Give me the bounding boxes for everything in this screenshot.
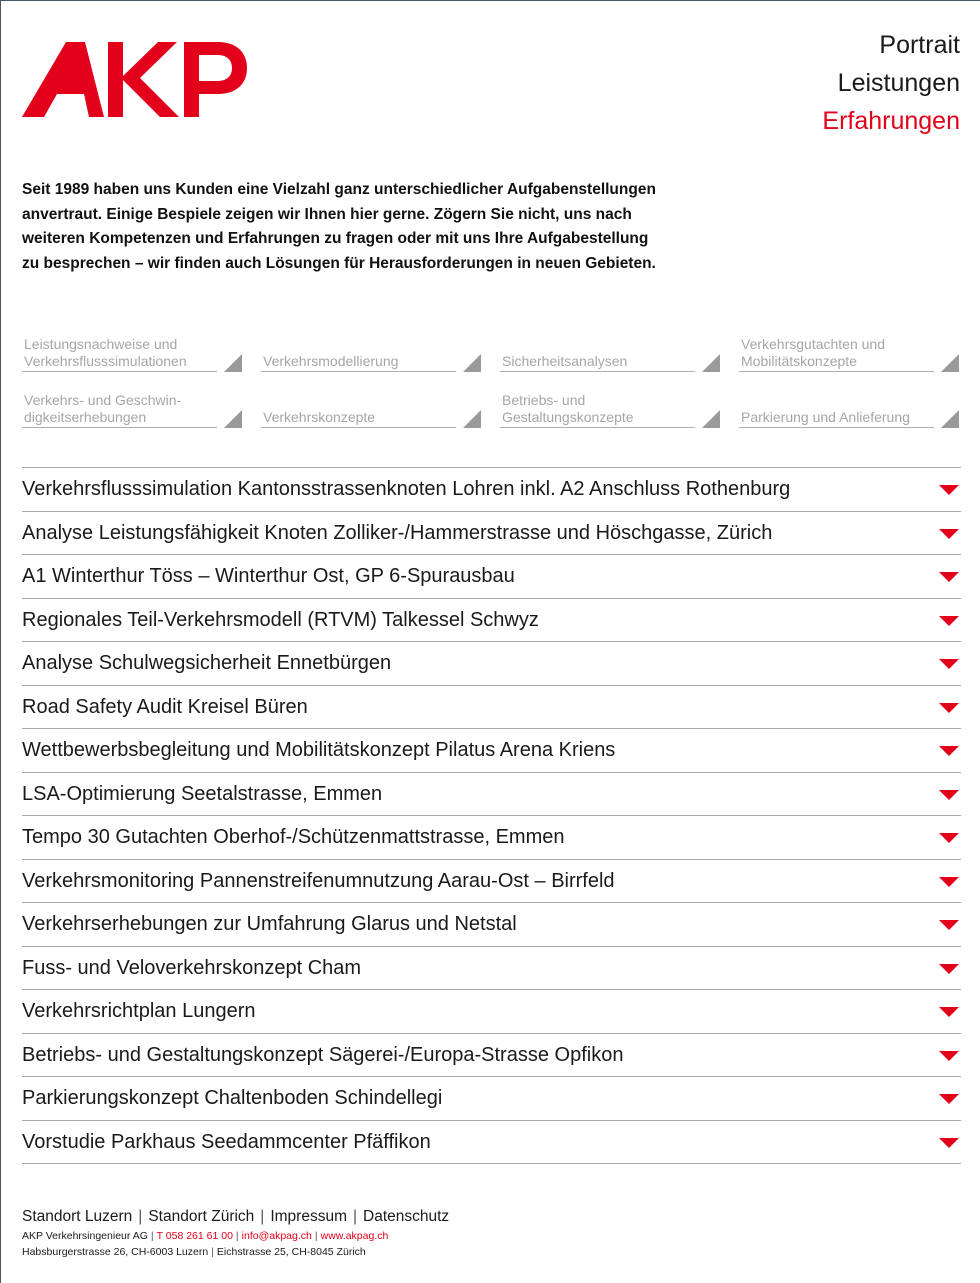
window-border-left (0, 0, 1, 1283)
footer-address (22, 1245, 449, 1261)
intro-text: Seit 1989 haben uns Kunden eine Vielzahl ganz unterschiedlicher Aufgabenstellungen anvertraut. Einige Bespiele zeigen wir Ihnen hier gerne. Zögern Sie nicht, uns nach weiteren Kompetenzen und Erfahrungen zu fragen oder mit uns Ihre Aufgabestellung zu besprechen – wir finden auch Lösungen für Herausforderungen in neuen Gebieten. (22, 181, 656, 272)
company-name: AKP Verkehrsingenieur AG (22, 1230, 148, 1242)
separator: | (138, 1208, 143, 1225)
corner-triangle-icon (702, 354, 720, 372)
project-item[interactable] (22, 903, 961, 947)
akp-logo[interactable] (22, 38, 248, 120)
nav-portrait[interactable]: Portrait (879, 31, 960, 59)
expand-triangle-icon[interactable] (939, 790, 959, 800)
project-title: Verkehrserhebungen zur Umfahrung Glarus und Netstal (22, 913, 517, 935)
filter-parkierung[interactable] (739, 388, 962, 428)
project-item[interactable] (22, 860, 961, 904)
project-item[interactable] (22, 642, 961, 686)
project-title: Road Safety Audit Kreisel Büren (22, 695, 308, 718)
project-item[interactable] (22, 1034, 961, 1078)
footer-link-impressum[interactable]: Impressum (270, 1208, 347, 1225)
expand-triangle-icon[interactable] (939, 529, 959, 539)
expand-triangle-icon[interactable] (939, 572, 959, 582)
email-link[interactable]: info@akpag.ch (241, 1230, 312, 1242)
expand-triangle-icon[interactable] (939, 1007, 959, 1017)
footer-links (22, 1206, 449, 1228)
expand-triangle-icon[interactable] (939, 703, 959, 713)
filter-label: Verkehrs- und Geschwindigkeitserhebungen (24, 392, 182, 425)
project-item[interactable] (22, 816, 961, 860)
filter-label: Verkehrsgutachten und Mobilitätskonzepte (741, 336, 885, 369)
expand-triangle-icon[interactable] (939, 1094, 959, 1104)
phone-link[interactable]: T 058 261 61 00 (156, 1230, 233, 1242)
project-item[interactable] (22, 686, 961, 730)
expand-triangle-icon[interactable] (939, 485, 959, 495)
project-item[interactable] (22, 773, 961, 817)
project-title: Tempo 30 Gutachten Oberhof-/Schützenmattstrasse, Emmen (22, 826, 565, 848)
address-zuerich: Eichstrasse 25, CH-8045 Zürich (216, 1245, 366, 1258)
project-title: Vorstudie Parkhaus Seedammcenter Pfäffikon (22, 1130, 431, 1153)
website-link[interactable]: www.akpag.ch (320, 1230, 389, 1242)
project-item[interactable] (22, 555, 961, 599)
separator: | (352, 1208, 358, 1225)
footer-link-standort-luzern[interactable]: Standort Luzern (22, 1208, 133, 1225)
nav-erfahrungen[interactable]: Erfahrungen (822, 107, 960, 135)
filter-underline (500, 427, 695, 428)
filter-underline (739, 427, 934, 428)
main-navigation (822, 26, 960, 140)
expand-triangle-icon[interactable] (939, 616, 959, 626)
separator: | (211, 1245, 214, 1258)
expand-triangle-icon[interactable] (939, 1051, 959, 1061)
project-title: Parkierungskonzept Chaltenboden Schindellegi (22, 1087, 443, 1109)
project-item[interactable] (22, 947, 961, 991)
filter-underline (500, 371, 695, 372)
project-title: Analyse Leistungsfähigkeit Knoten Zolliker-/Hammerstrasse und Höschgasse, Zürich (22, 521, 773, 544)
project-item[interactable] (22, 1077, 961, 1121)
corner-triangle-icon (941, 354, 959, 372)
category-filters (22, 332, 962, 428)
expand-triangle-icon[interactable] (939, 877, 959, 887)
filter-label: Verkehrsmodellierung (263, 353, 399, 369)
filter-verkehrserhebungen[interactable] (22, 388, 245, 428)
filter-label: Leistungsnachweise und Verkehrsflusssimulationen (24, 336, 187, 369)
filter-verkehrskonzepte[interactable] (261, 388, 484, 428)
project-item[interactable] (22, 1121, 961, 1165)
page-footer (22, 1206, 449, 1260)
separator: | (314, 1230, 318, 1242)
project-item[interactable] (22, 468, 961, 512)
project-item[interactable] (22, 599, 961, 643)
window-border-top (0, 0, 980, 1)
project-item[interactable] (22, 990, 961, 1034)
project-title: Verkehrsrichtplan Lungern (22, 1000, 256, 1022)
expand-triangle-icon[interactable] (939, 1138, 959, 1148)
separator: | (235, 1230, 239, 1242)
corner-triangle-icon (224, 354, 242, 372)
corner-triangle-icon (463, 354, 481, 372)
nav-leistungen[interactable]: Leistungen (837, 69, 960, 97)
expand-triangle-icon[interactable] (939, 920, 959, 930)
separator: | (260, 1208, 265, 1225)
expand-triangle-icon[interactable] (939, 746, 959, 756)
filter-underline (22, 427, 217, 428)
project-list (22, 467, 961, 1164)
footer-link-standort-zuerich[interactable]: Standort Zürich (148, 1208, 255, 1225)
filter-label: Verkehrskonzepte (263, 409, 376, 425)
filter-underline (22, 371, 217, 372)
project-title: Regionales Teil-Verkehrsmodell (RTVM) Talkessel Schwyz (22, 608, 539, 631)
corner-triangle-icon (702, 410, 720, 428)
project-title: Betriebs- und Gestaltungskonzept Sägerei-/Europa-Strasse Opfikon (22, 1043, 624, 1066)
filter-underline (261, 371, 456, 372)
expand-triangle-icon[interactable] (939, 964, 959, 974)
filter-verkehrsgutachten[interactable] (739, 332, 962, 372)
expand-triangle-icon[interactable] (939, 833, 959, 843)
project-title: Analyse Schulwegsicherheit Ennetbürgen (22, 652, 392, 674)
corner-triangle-icon (224, 410, 242, 428)
filter-underline (261, 427, 456, 428)
project-title: Verkehrsmonitoring Pannenstreifenumnutzung Aarau-Ost – Birrfeld (22, 869, 615, 892)
filter-verkehrsmodellierung[interactable] (261, 332, 484, 372)
separator: | (150, 1230, 154, 1242)
project-title: LSA-Optimierung Seetalstrasse, Emmen (22, 782, 383, 805)
filter-leistungsnachweise[interactable] (22, 332, 245, 372)
filter-betriebskonzepte[interactable] (500, 388, 723, 428)
project-title: Verkehrsflusssimulation Kantonsstrassenknoten Lohren inkl. A2 Anschluss Rothenburg (22, 478, 791, 500)
project-title: Fuss- und Veloverkehrskonzept Cham (22, 956, 362, 979)
filter-label: Sicherheitsanalysen (502, 353, 628, 369)
expand-triangle-icon[interactable] (939, 659, 959, 669)
project-item[interactable] (22, 512, 961, 556)
filter-label: Parkierung und Anlieferung (741, 409, 910, 425)
filter-sicherheitsanalysen[interactable] (500, 332, 723, 372)
address-luzern: Habsburgerstrasse 26, CH-6003 Luzern (22, 1245, 209, 1258)
filter-underline (739, 371, 934, 372)
footer-link-datenschutz[interactable]: Datenschutz (363, 1208, 450, 1225)
project-title: A1 Winterthur Töss – Winterthur Ost, GP 6-Spurausbau (22, 565, 515, 587)
project-title: Wettbewerbsbegleitung und Mobilitätskonzept Pilatus Arena Kriens (22, 739, 616, 761)
filter-label: Betriebs- und Gestaltungskonzepte (502, 392, 634, 425)
corner-triangle-icon (941, 410, 959, 428)
footer-contact (22, 1229, 449, 1245)
corner-triangle-icon (463, 410, 481, 428)
project-item[interactable] (22, 729, 961, 773)
